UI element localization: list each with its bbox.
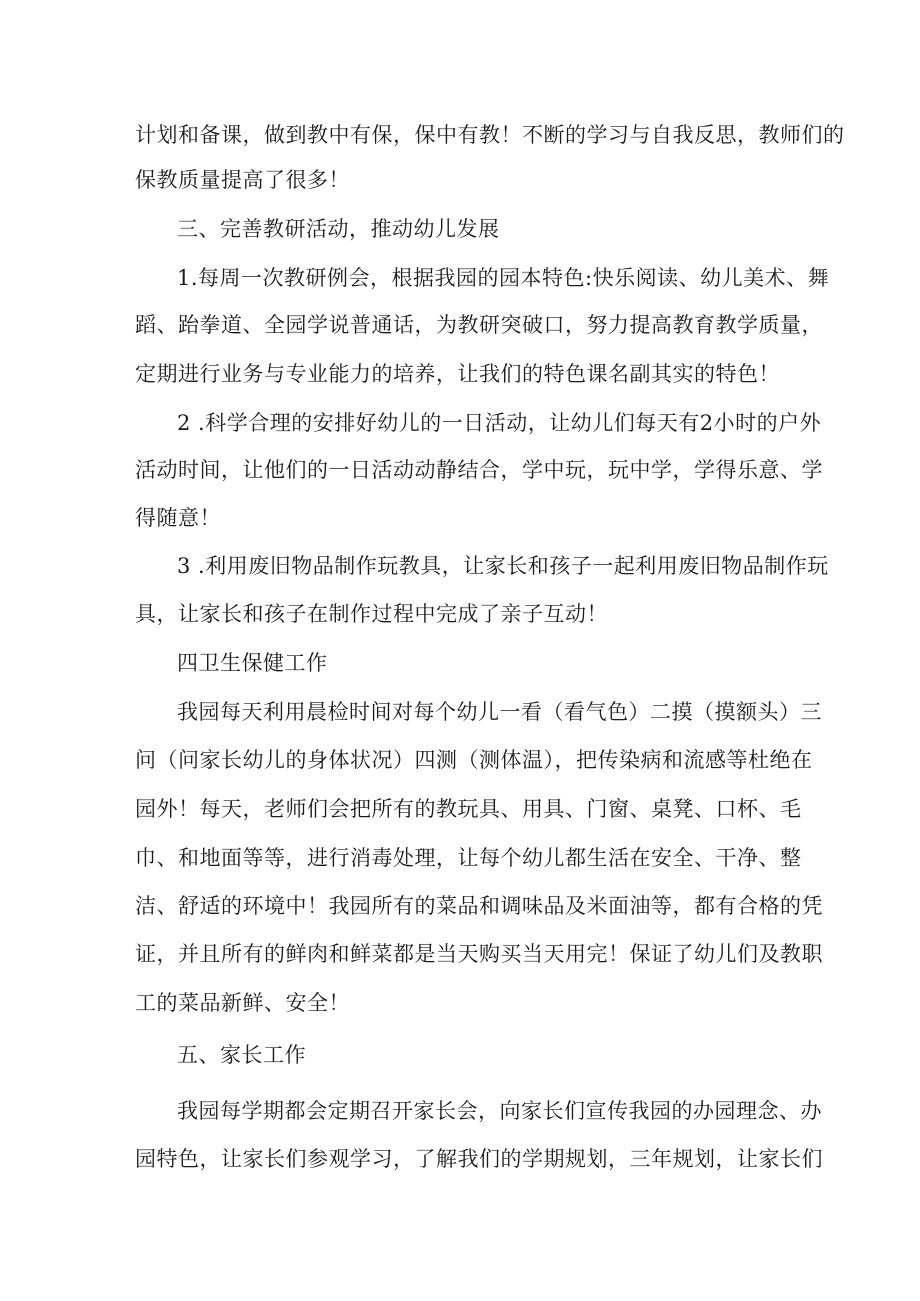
- paragraph-line: 活动时间，让他们的一日活动动静结合，学中玩，玩中学，学得乐意、学: [135, 458, 823, 482]
- paragraph-line: 洁、舒适的环境中！我园所有的菜品和调味品及米面油等，都有合格的凭: [135, 894, 823, 918]
- paragraph-line: 证，并且所有的鲜肉和鲜菜都是当天购买当天用完！保证了幼儿们及教职: [135, 942, 823, 966]
- paragraph-line: 得随意！: [135, 506, 221, 530]
- paragraph-line: 蹈、跆拳道、全园学说普通话，为教研突破口，努力提高教育教学质量，: [135, 313, 823, 337]
- paragraph-line: 我园每学期都会定期召开家长会，向家长们宣传我园的办园理念、办: [177, 1099, 822, 1123]
- paragraph-line: 园外！每天，老师们会把所有的教玩具、用具、门窗、桌凳、口杯、毛: [135, 797, 802, 821]
- paragraph-line: 工的菜品新鲜、安全！: [135, 991, 350, 1015]
- paragraph-line: 计划和备课，做到教中有保，保中有教！不断的学习与自我反思，教师们的: [135, 123, 845, 147]
- section-heading: 三、完善教研活动，推动幼儿发展: [177, 217, 500, 241]
- paragraph-line: 定期进行业务与专业能力的培养，让我们的特色课名副其实的特色！: [135, 362, 780, 386]
- paragraph-line: 3 .利用废旧物品制作玩教具，让家长和孩子一起利用废旧物品制作玩: [177, 554, 829, 578]
- paragraph-line: 1.每周一次教研例会，根据我园的园本特色:快乐阅读、幼儿美术、舞: [177, 266, 830, 290]
- section-heading: 五、家长工作: [177, 1043, 306, 1067]
- section-heading: 四卫生保健工作: [177, 651, 328, 675]
- paragraph-line: 巾、和地面等等，进行消毒处理，让每个幼儿都生活在安全、干净、整: [135, 846, 802, 870]
- paragraph-line: 园特色，让家长们参观学习，了解我们的学期规划，三年规划，让家长们: [135, 1147, 823, 1171]
- paragraph-line: 问（问家长幼儿的身体状况）四测（测体温），把传染病和流感等杜绝在: [135, 748, 813, 772]
- paragraph-line: 我园每天利用晨检时间对每个幼儿一看（看气色）二摸（摸额头）三: [177, 700, 822, 724]
- paragraph-line: 2 .科学合理的安排好幼儿的一日活动，让幼儿们每天有2小时的户外: [177, 411, 822, 435]
- paragraph-line: 具，让家长和孩子在制作过程中完成了亲子互动！: [135, 602, 608, 626]
- paragraph-line: 保教质量提高了很多！: [135, 168, 350, 192]
